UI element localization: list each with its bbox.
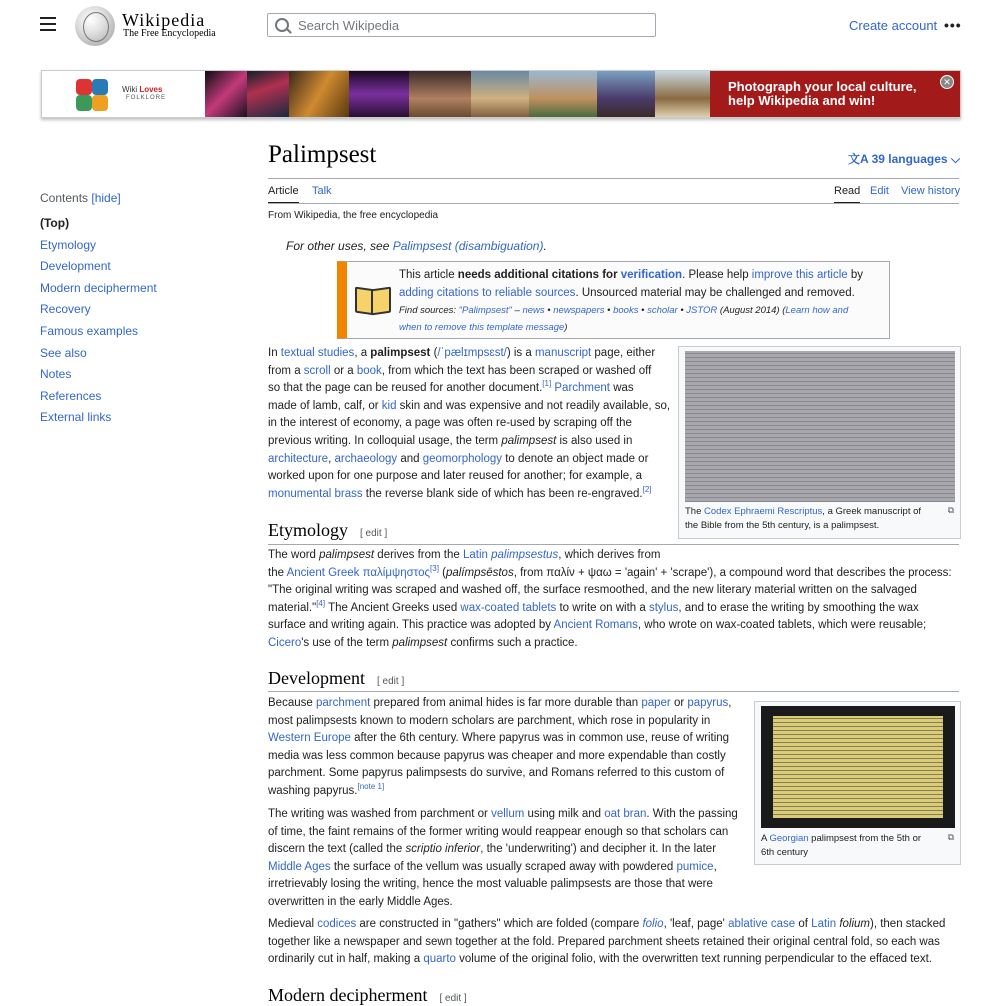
quarto-link[interactable]: quarto bbox=[423, 953, 456, 966]
banner-photo bbox=[409, 71, 471, 117]
ancient-greek-link[interactable]: Ancient Greek bbox=[286, 566, 360, 579]
monumental-brass-link[interactable]: monumental brass bbox=[268, 487, 363, 500]
toc-item-external-links[interactable]: External links bbox=[40, 410, 112, 424]
tab-talk[interactable]: Talk bbox=[312, 185, 332, 197]
georgian-palimpsest-image[interactable] bbox=[761, 706, 955, 828]
toc-item-etymology[interactable]: Etymology bbox=[40, 238, 97, 252]
search-box[interactable] bbox=[267, 13, 656, 37]
banner-cta-text[interactable]: Photograph your local culture, help Wikipedia and win! bbox=[728, 79, 917, 108]
toc-item-modern-decipherment[interactable]: Modern decipherment bbox=[40, 281, 157, 295]
ancient-romans-link[interactable]: Ancient Romans bbox=[553, 619, 638, 632]
banner-photo bbox=[471, 71, 529, 117]
thumbnail-caption: A Georgian palimpsest from the 5th or 6th century bbox=[761, 833, 922, 858]
language-icon: 文A bbox=[848, 152, 869, 166]
find-scholar-link[interactable]: scholar bbox=[647, 305, 678, 316]
cicero-link[interactable]: Cicero bbox=[268, 636, 302, 649]
tabs-divider bbox=[268, 203, 959, 204]
campaign-banner[interactable] bbox=[41, 70, 961, 118]
parchment-link[interactable]: parchment bbox=[315, 697, 371, 709]
edit-modern-link[interactable]: [ edit ] bbox=[439, 993, 467, 1004]
site-subtitle: From Wikipedia, the free encyclopedia bbox=[268, 210, 439, 221]
toc-hide-link[interactable]: [hide] bbox=[91, 191, 121, 205]
thumbnail-georgian bbox=[754, 701, 961, 865]
greek-word-link[interactable]: παλίμψηστος bbox=[362, 566, 431, 579]
verification-link[interactable]: verification bbox=[620, 269, 683, 281]
codices-link[interactable]: codices bbox=[317, 918, 357, 930]
georgian-link[interactable]: Georgian bbox=[769, 833, 809, 844]
toc-item-notes[interactable]: Notes bbox=[40, 367, 72, 381]
wordmark[interactable]: Wikipedia bbox=[122, 10, 206, 30]
edit-development-link[interactable]: [ edit ] bbox=[376, 676, 405, 687]
western-europe-link[interactable]: Western Europe bbox=[268, 732, 351, 745]
textual-studies-link[interactable]: textual studies bbox=[280, 347, 355, 359]
adding-citations-link[interactable]: adding citations to reliable sources bbox=[399, 287, 576, 299]
page-title: Palimpsest bbox=[268, 141, 377, 168]
kid-link[interactable]: kid bbox=[381, 399, 397, 412]
banner-photo bbox=[597, 71, 655, 117]
create-account-link[interactable]: Create account bbox=[849, 18, 938, 33]
banner-logo-text: Wiki Loves bbox=[122, 85, 163, 94]
development-paragraph-2: The writing was washed from parchment or vellum using milk and oat bran. With the passing of time, the faint remains of the former writing would reappear enough so that scholars can discern the text (called the scriptio inferior, the 'underwriting') and decipher it. In the later Middle Ages the surface of the vellum was usually scraped away with powdered pumice, irretrievably losing the writing, hence the most valuable palimpsests are those that were overwritten in the early Middle Ages. bbox=[268, 808, 738, 908]
learn-remove-link-cont[interactable]: when to remove this template message bbox=[399, 322, 565, 333]
disambiguation-link[interactable]: Palimpsest (disambiguation) bbox=[392, 239, 544, 253]
section-divider bbox=[268, 691, 959, 692]
citation-2[interactable]: [2] bbox=[642, 484, 652, 494]
ipa-link[interactable]: /ˈpælɪmpsɛst/ bbox=[437, 347, 507, 359]
search-input[interactable] bbox=[296, 17, 650, 34]
banner-photo bbox=[349, 71, 409, 117]
toc-item-references[interactable]: References bbox=[40, 389, 102, 403]
language-selector[interactable]: 文A 39 languages ⌵ bbox=[848, 152, 961, 166]
banner-photo bbox=[205, 71, 247, 117]
heading-modern-decipherment: Modern decipherment [ edit ] bbox=[268, 985, 467, 1005]
development-paragraph-1: Because parchment prepared from animal hides is far more durable than paper or papyrus, most palimpsests known to modern scholars are parchment, which rose in popularity in Western Europe after the 6th century. Where papyrus was in common use, reuse of writing media was less common because papyrus was cheaper and more expendable than costly parchment. Some papyrus palimpsests do survive, and Romans referred to this custom of washing papyrus.[note 1] bbox=[268, 697, 732, 797]
palimpsestus-link[interactable]: palimpsestus bbox=[491, 549, 559, 561]
hatnote: For other uses, see Palimpsest (disambiguation). bbox=[286, 239, 547, 253]
banner-close-icon[interactable]: ✕ bbox=[940, 75, 954, 89]
find-books-link[interactable]: books bbox=[613, 305, 639, 316]
enlarge-icon[interactable]: ⧉ bbox=[947, 505, 954, 515]
heading-etymology: Etymology [ edit ] bbox=[268, 520, 388, 540]
banner-photo bbox=[247, 71, 289, 117]
toc-heading: Contents [hide] bbox=[40, 191, 121, 205]
search-icon bbox=[275, 18, 289, 32]
banner-photo bbox=[289, 71, 349, 117]
etymology-paragraph: The word palimpsest derives from the Latin palimpsestus, which derives from the Ancient Greek παλίμψηστος[3] (palímpsēstos, from παλίν + ψαω = 'again' + 'scrape'), a compound word that describes the process: "The original writing was scraped and washed off, the surface resmoothed, and the new literary material written on the salvaged material."[4] The Ancient Greeks used wax-coated tablets to write on with a stylus, and to erase the writing by smoothing the wax surface and writing again. This practice was adopted by Ancient Romans, who wrote on wax-coated tablets, which were reusable; Cicero's use of the term palimpsest confirms such a practice. bbox=[268, 549, 952, 649]
wax-tablets-link[interactable]: wax-coated tablets bbox=[460, 601, 557, 614]
wiki-loves-folklore-logo bbox=[72, 75, 112, 113]
toc-item-development[interactable]: Development bbox=[40, 259, 111, 273]
architecture-link[interactable]: architecture bbox=[268, 452, 329, 465]
folio-link[interactable]: folio bbox=[642, 918, 664, 930]
manuscript-link[interactable]: manuscript bbox=[534, 347, 592, 359]
oat-bran-link[interactable]: oat bran bbox=[604, 808, 647, 820]
parchment-link[interactable]: Parchment bbox=[554, 382, 610, 395]
latin-link[interactable]: Latin bbox=[811, 918, 837, 930]
tab-article[interactable]: Article bbox=[268, 185, 299, 197]
heading-development: Development [ edit ] bbox=[268, 668, 405, 688]
latin-link[interactable]: Latin bbox=[462, 549, 488, 561]
tagline: The Free Encyclopedia bbox=[123, 28, 216, 39]
tab-read[interactable]: Read bbox=[834, 185, 861, 197]
scroll-link[interactable]: scroll bbox=[303, 364, 331, 377]
toc-item-top[interactable]: (Top) bbox=[40, 216, 70, 230]
toc-item-recovery[interactable]: Recovery bbox=[40, 302, 91, 316]
toc-item-see-also[interactable]: See also bbox=[40, 346, 87, 360]
citation-notice: This article needs additional citations for verification. Please help improve this article by adding citations to reliable sources. Unsourced material may be challenged and removed. Find sources: "Palimpsest" – news • newspapers • books • scholar • JSTOR (August 2014) (Learn how and when to remove this template message) bbox=[337, 261, 890, 339]
wikipedia-globe-logo[interactable] bbox=[75, 6, 115, 46]
citation-4[interactable]: [4] bbox=[316, 598, 326, 608]
thumbnail-codex bbox=[678, 346, 961, 539]
development-paragraph-3: Medieval codices are constructed in "gathers" which are folded (compare folio, 'leaf, page' ablative case of Latin folium), then stacked together like a newspaper and sewn together at the fold. Prepared parchment sheets retained their original central fold, so each was ordinarily cut in half, making a quarto volume of the original folio, with the overwritten text running perpendicular to the effaced text. bbox=[268, 918, 946, 966]
pumice-link[interactable]: pumice bbox=[676, 860, 714, 873]
vellum-link[interactable]: vellum bbox=[491, 808, 525, 820]
learn-remove-link[interactable]: Learn how and bbox=[785, 305, 849, 316]
tab-edit[interactable]: Edit bbox=[870, 185, 889, 197]
find-source-query[interactable]: "Palimpsest" bbox=[458, 305, 512, 316]
citation-3[interactable]: [3] bbox=[430, 563, 439, 573]
find-jstor-link[interactable]: JSTOR bbox=[686, 305, 718, 316]
papyrus-link[interactable]: papyrus bbox=[687, 697, 729, 709]
enlarge-icon[interactable]: ⧉ bbox=[947, 832, 954, 842]
geomorphology-link[interactable]: geomorphology bbox=[422, 452, 502, 465]
tab-view-history[interactable]: View history bbox=[901, 185, 961, 197]
section-divider bbox=[268, 544, 959, 545]
book-icon bbox=[355, 284, 389, 312]
banner-photo bbox=[655, 71, 710, 117]
stylus-link[interactable]: stylus bbox=[648, 601, 679, 614]
more-options-icon[interactable]: ••• bbox=[944, 17, 962, 33]
ablative-case-link[interactable]: ablative case bbox=[728, 918, 796, 930]
archaeology-link[interactable]: archaeology bbox=[334, 452, 398, 465]
middle-ages-link[interactable]: Middle Ages bbox=[268, 860, 331, 873]
chevron-down-icon: ⌵ bbox=[950, 152, 961, 166]
codex-image[interactable] bbox=[685, 351, 955, 502]
codex-link[interactable]: Codex Ephraemi Rescriptus bbox=[704, 506, 823, 517]
intro-paragraph: In textual studies, a palimpsest (/ˈpælɪmpsɛst/) is a manuscript page, either from a scroll or a book, from which the text has been scraped or washed off so that the page can be reused for another document.[1] Parchment was made of lamb, calf, or kid skin and was expensive and not readily available, so, in the interest of economy, a page was often re-used by scraping off the previous writing. In colloquial usage, the term palimpsest is also used in architecture, archaeology and geomorphology to denote an object made or worked upon for one purpose and later reused for another; for example, a monumental brass the reverse blank side of which has been re-engraved.[2] bbox=[268, 347, 671, 500]
edit-etymology-link[interactable]: [ edit ] bbox=[360, 528, 388, 539]
citation-1[interactable]: [1] bbox=[542, 379, 552, 389]
book-link[interactable]: book bbox=[356, 364, 382, 377]
banner-photo bbox=[529, 71, 597, 117]
find-news-link[interactable]: news bbox=[522, 305, 545, 316]
banner-logo-subtext: FOLKLORE bbox=[126, 95, 167, 101]
paper-link[interactable]: paper bbox=[641, 697, 671, 709]
title-divider bbox=[268, 178, 959, 179]
main-menu-button[interactable] bbox=[40, 17, 56, 31]
find-newspapers-link[interactable]: newspapers bbox=[553, 305, 605, 316]
note-1[interactable]: [note 1] bbox=[357, 782, 385, 792]
toc-item-famous-examples[interactable]: Famous examples bbox=[40, 324, 139, 338]
improve-article-link[interactable]: improve this article bbox=[751, 269, 848, 281]
thumbnail-caption: The Codex Ephraemi Rescriptus, a Greek manuscript of the Bible from the 5th century, is a palimpsest. bbox=[685, 506, 922, 531]
